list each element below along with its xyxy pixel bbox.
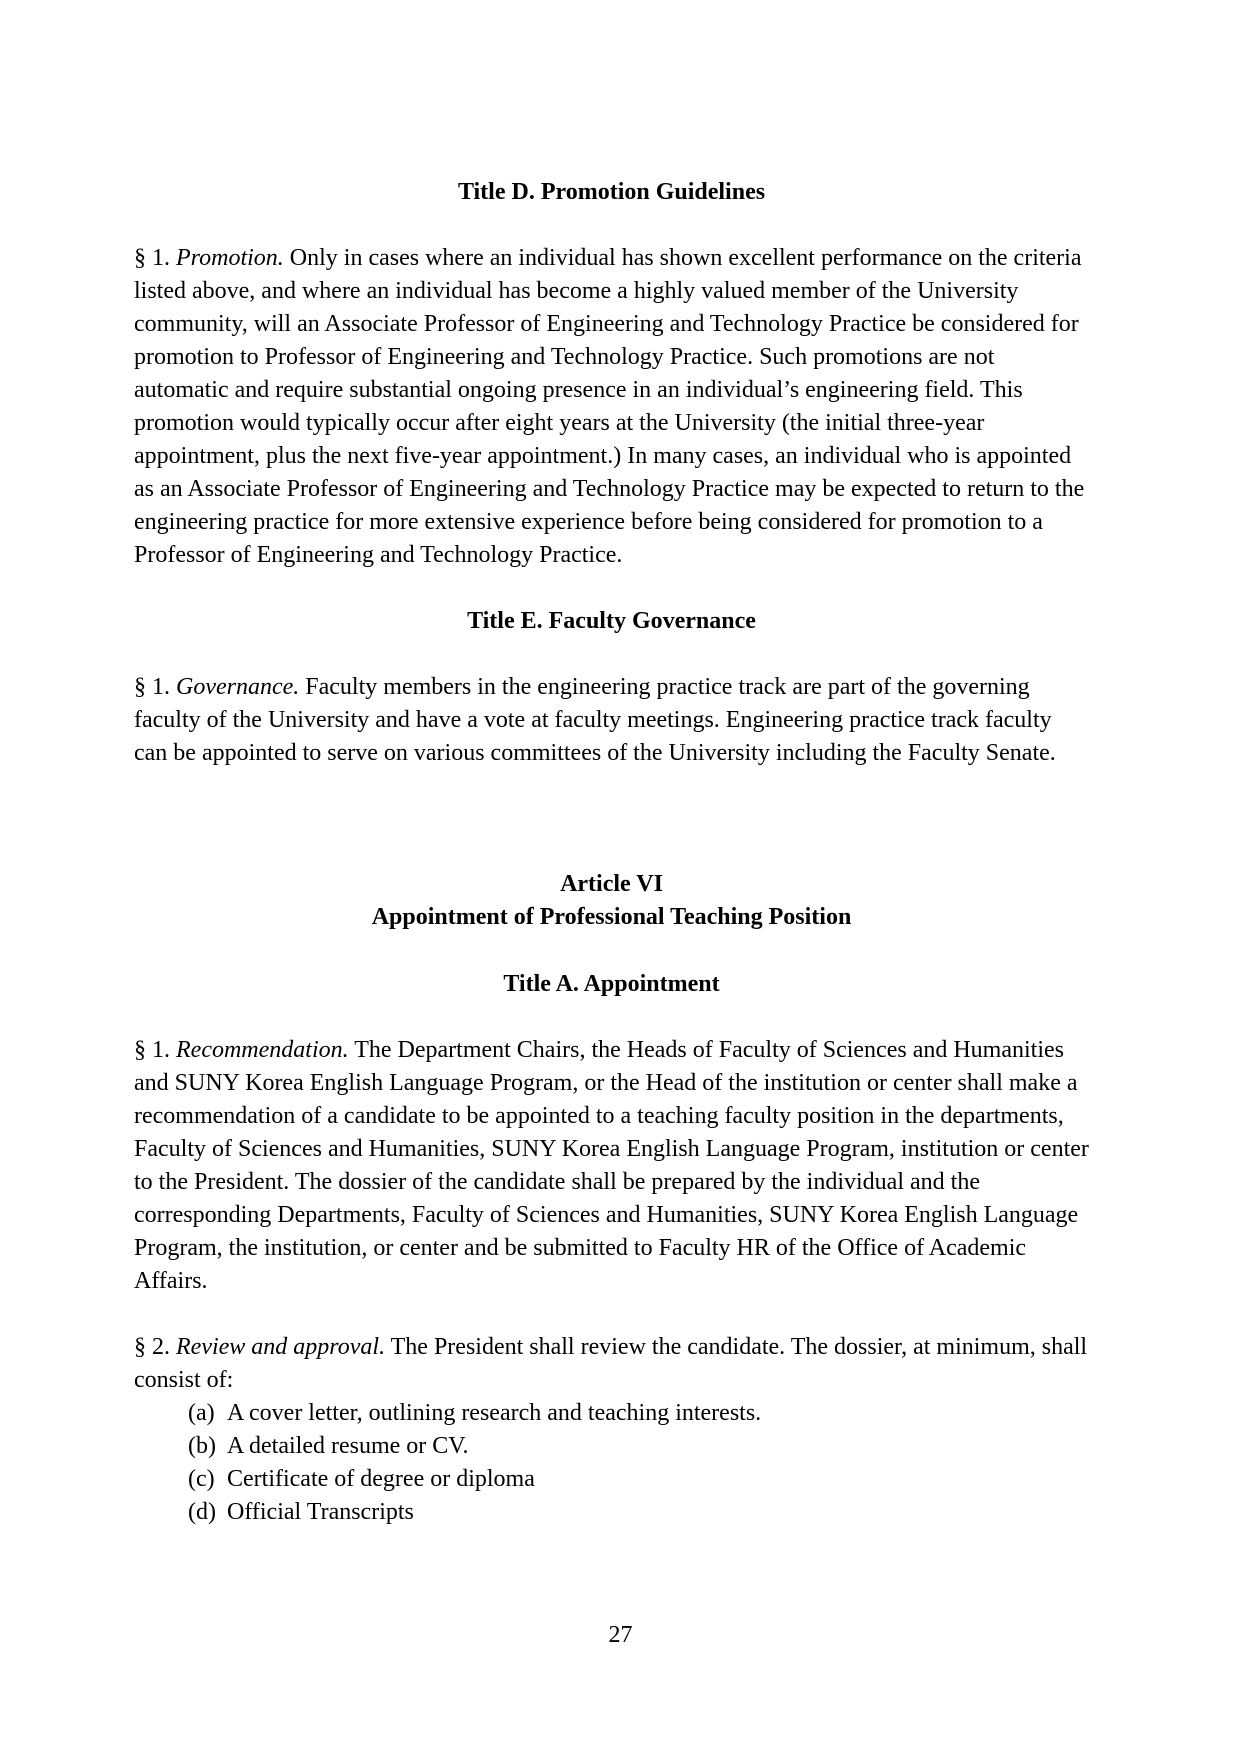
paragraph-body: Only in cases where an individual has shown excellent performance on the criteria listed above, and where an individual has become a highly valued member of the University community, will an Associate Professor of Engineering and Technology Practice be considered for promotion to Professor of Engineering and Technology Practice. Such promotions are not automatic and require substantial ongoing presence in an individual’s engineering field. This promotion would typically occur after eight years at the University (the initial three-year appointment, plus the next five-year appointment.) In many cases, an individual who is appointed as an Associate Professor of Engineering and Technology Practice may be expected to return to the engineering practice for more extensive experience before being considered for promotion to a Professor of Engineering and Technology Practice.	[134, 245, 1085, 568]
list-item-marker: (b)	[188, 1433, 216, 1459]
section-term: Promotion.	[176, 245, 284, 271]
list-item	[134, 1430, 1089, 1463]
section-heading-title-e: Title E. Faculty Governance	[467, 608, 756, 634]
section-marker: § 1.	[134, 245, 170, 271]
list-item-marker: (a)	[188, 1400, 215, 1426]
list-item	[134, 1397, 1089, 1430]
section-term: Governance.	[176, 674, 300, 700]
section-marker: § 2.	[134, 1334, 170, 1360]
paragraph-body: The President shall review the candidate. The dossier, at minimum, shall consist of:	[134, 1334, 1088, 1393]
section-heading-title-a: Title A. Appointment	[503, 971, 720, 997]
article-heading-line2: Appointment of Professional Teaching Position	[371, 904, 852, 930]
section-term: Review and approval.	[176, 1334, 386, 1360]
list-item-text: A cover letter, outlining research and teaching interests.	[227, 1400, 762, 1426]
paragraph-body: The Department Chairs, the Heads of Faculty of Sciences and Humanities and SUNY Korea English Language Program, or the Head of the institution or center shall make a recommendation of a candidate to be appointed to a teaching faculty position in the departments, Faculty of Sciences and Humanities, SUNY Korea English Language Program, institution or center to the President. The dossier of the candidate shall be prepared by the individual and the corresponding Departments, Faculty of Sciences and Humanities, SUNY Korea English Language Program, the institution, or center and be submitted to Faculty HR of the Office of Academic Affairs.	[134, 1037, 1089, 1294]
section-term: Recommendation.	[176, 1037, 349, 1063]
list-item-marker: (d)	[188, 1499, 216, 1525]
dossier-requirements-list	[134, 1397, 1089, 1529]
list-item-text: Certificate of degree or diploma	[227, 1466, 535, 1492]
section-marker: § 1.	[134, 674, 170, 700]
paragraph-recommendation	[134, 1034, 1089, 1298]
section-heading-title-d: Title D. Promotion Guidelines	[457, 179, 766, 205]
list-item	[134, 1496, 1089, 1529]
list-item-marker: (c)	[188, 1466, 215, 1492]
list-item	[134, 1463, 1089, 1496]
paragraph-governance	[134, 671, 1089, 770]
list-item-text: Official Transcripts	[227, 1499, 414, 1525]
article-heading	[134, 868, 1089, 934]
section-marker: § 1.	[134, 1037, 170, 1063]
paragraph-promotion	[134, 242, 1089, 572]
list-item-text: A detailed resume or CV.	[227, 1433, 469, 1459]
paragraph-review-approval	[134, 1331, 1089, 1397]
paragraph-body: Faculty members in the engineering practice track are part of the governing faculty of the University and have a vote at faculty meetings. Engineering practice track faculty can be appointed to serve on various committees of the University including the Faculty Senate.	[134, 674, 1056, 766]
page-number: 27	[608, 1622, 633, 1648]
article-heading-line1: Article VI	[560, 871, 663, 897]
